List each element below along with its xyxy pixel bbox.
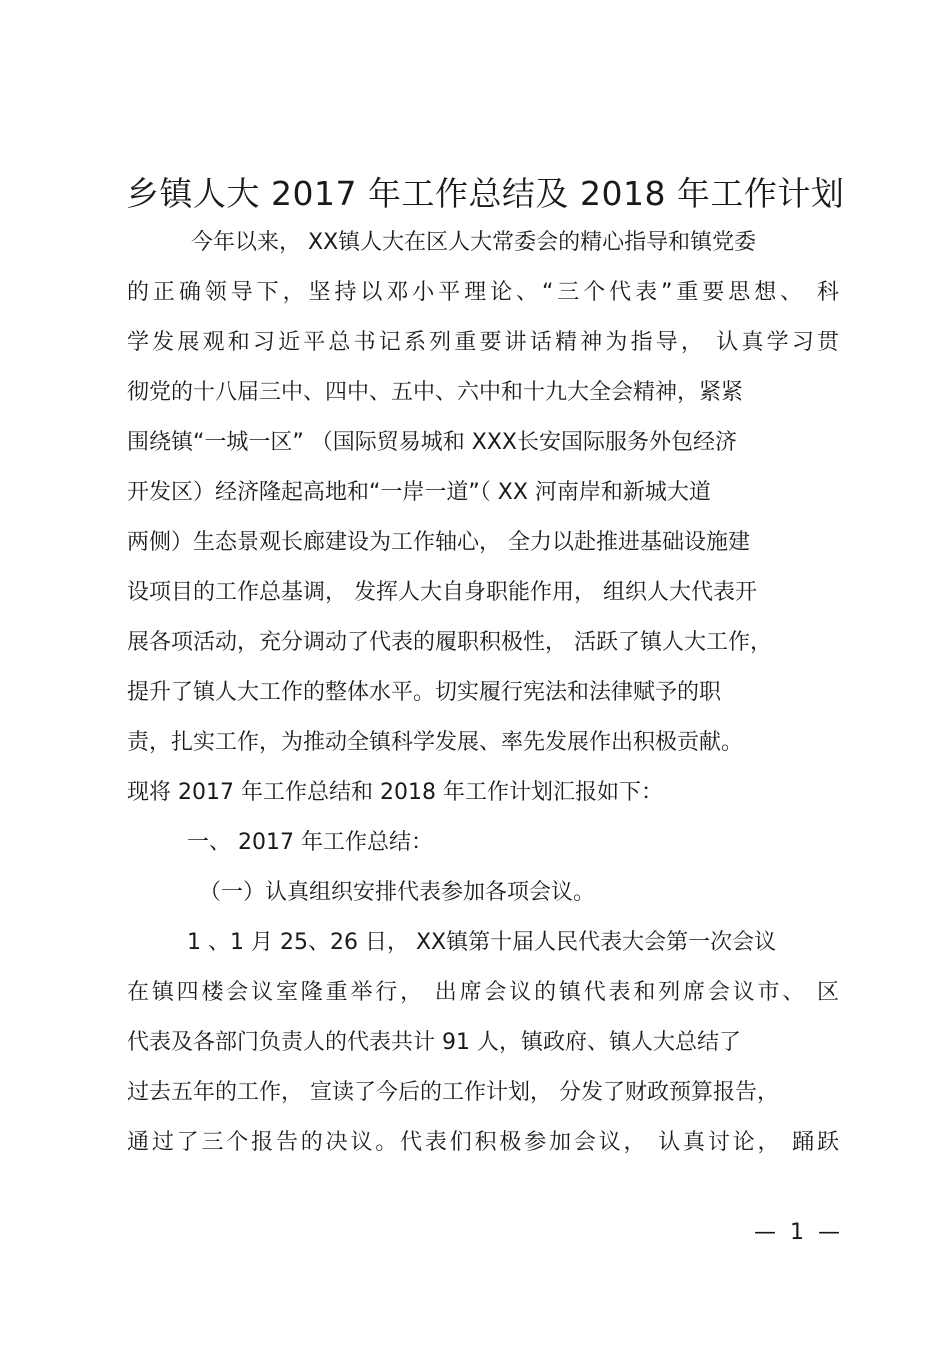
page-number: — 1 —: [754, 1220, 840, 1245]
paragraph-line: 通过了三个报告的决议。代表们积极参加会议， 认真讨论， 踊跃: [127, 1130, 839, 1155]
paragraph-line: 1 、1 月 25、26 日， XX镇第十届人民代表大会第一次会议: [187, 930, 777, 955]
paragraph-line: 设项目的工作总基调， 发挥人大自身职能作用， 组织人大代表开: [127, 580, 757, 605]
paragraph-line: 彻党的十八届三中、四中、五中、六中和十九大全会精神，紧紧: [127, 380, 744, 405]
paragraph-line: 在镇四楼会议室隆重举行， 出席会议的镇代表和列席会议市、 区: [127, 980, 839, 1005]
paragraph-line: 今年以来， XX镇人大在区人大常委会的精心指导和镇党委: [191, 230, 757, 255]
document-body: [127, 226, 839, 1176]
paragraph-line: 代表及各部门负责人的代表共计 91 人，镇政府、镇人大总结了: [127, 1030, 741, 1055]
document-title: 乡镇人大 2017 年工作总结及 2018 年工作计划: [126, 174, 845, 213]
paragraph-line: 现将 2017 年工作总结和 2018 年工作计划汇报如下：: [127, 780, 663, 805]
section-heading: 一、 2017 年工作总结：: [187, 830, 433, 855]
paragraph-line: 责，扎实工作，为推动全镇科学发展、率先发展作出积极贡献。: [127, 730, 744, 755]
paragraph-line: 围绕镇“一城一区” （国际贸易城和 XXX长安国际服务外包经济: [127, 430, 737, 455]
paragraph-line: 开发区）经济隆起高地和“一岸一道”（ XX 河南岸和新城大道: [127, 480, 711, 505]
paragraph-line: 展各项活动，充分调动了代表的履职积极性， 活跃了镇人大工作，: [127, 630, 772, 655]
paragraph-line: 提升了镇人大工作的整体水平。切实履行宪法和法律赋予的职: [127, 680, 722, 705]
paragraph-line: 学发展观和习近平总书记系列重要讲话精神为指导， 认真学习贯: [127, 330, 839, 355]
paragraph-line: 两侧）生态景观长廊建设为工作轴心， 全力以赴推进基础设施建: [127, 530, 750, 555]
paragraph-line: 的正确领导下，坚持以邓小平理论、“三个代表”重要思想、 科: [127, 280, 839, 305]
paragraph-line: 过去五年的工作， 宣读了今后的工作计划， 分发了财政预算报告，: [127, 1080, 779, 1105]
subsection-heading: （一）认真组织安排代表参加各项会议。: [199, 880, 596, 905]
